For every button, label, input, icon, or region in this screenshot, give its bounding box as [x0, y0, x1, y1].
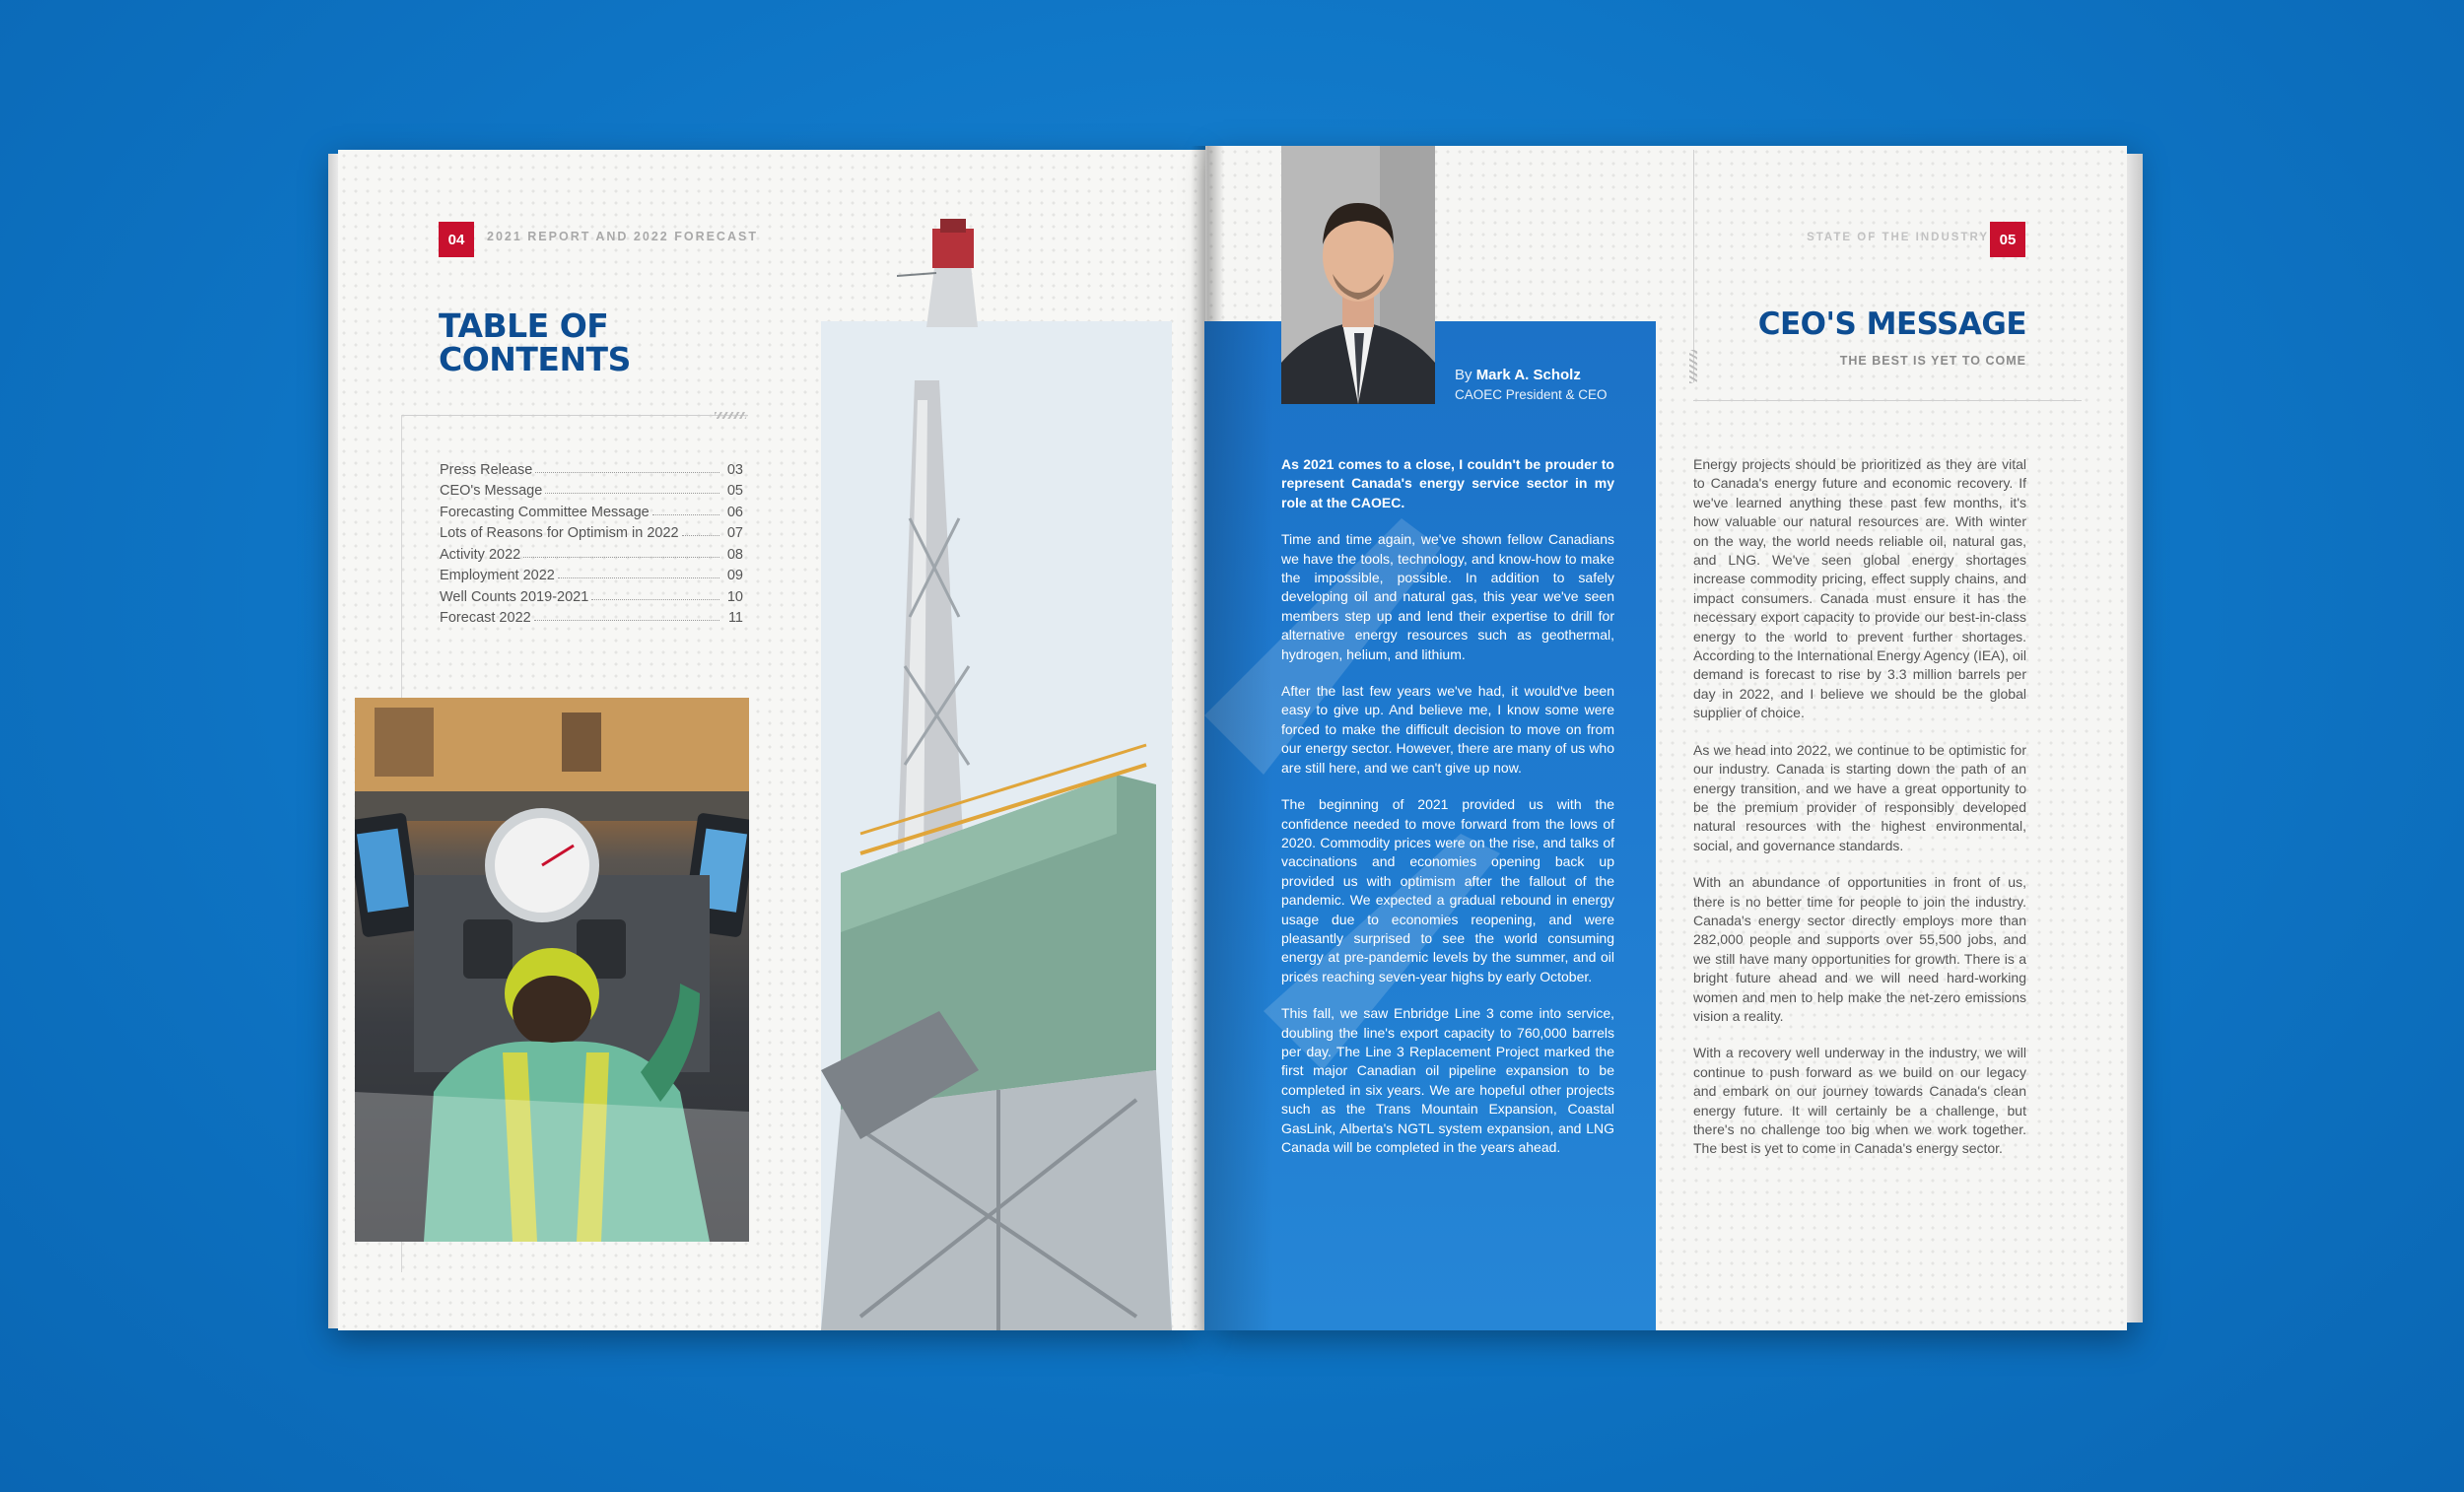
page-title: CEO'S MESSAGE [1757, 306, 2026, 342]
ceo-portrait [1281, 146, 1435, 404]
toc-item[interactable]: Well Counts 2019-2021 10 [440, 588, 743, 605]
toc-title-line1: TABLE OF [439, 306, 609, 345]
paragraph: After the last few years we've had, it would've been easy to give up. And believe me, I know some were forced to make the difficult decision to move on from our energy sector. However, there are many of us who are still here, and we can't give up now. [1281, 683, 1614, 776]
paragraph: With an abundance of opportunities in front of us, there is no better time for people to join the industry. Canada's energy sector directly employs more than 282,000 people and supports over 55,500 jobs, and we still have many opportunities for growth. There is a bright future ahead and we will need hard-working women and men to help make the net-zero emissions vision a reality. [1693, 874, 2026, 1024]
rig-top [897, 219, 1005, 327]
toc-item[interactable]: Forecasting Committee Message 06 [440, 504, 743, 520]
toc-item[interactable]: Activity 2022 08 [440, 546, 743, 563]
toc-list [440, 456, 743, 626]
author-role: CAOEC President & CEO [1455, 387, 1608, 402]
article-column-1 [1281, 455, 1614, 1175]
toc-title-line2: CONTENTS [439, 340, 631, 378]
toc-item[interactable]: Forecast 2022 11 [440, 610, 743, 626]
paragraph: The beginning of 2021 provided us with the confidence needed to move forward from the lows of 2020. Commodity prices were on the rise, and talks of vaccinations and economies opening back up provided us with optimism after the fallout of the pandemic. We expected a gradual rebound in energy usage due to economies reopening, and were pleasantly surprised to see the world consuming energy at pre-pandemic levels by the summer, and oil prices reaching seven-year highs by early October. [1281, 796, 1614, 984]
paragraph: As we head into 2022, we continue to be optimistic for our industry. Canada is starting down the path of an energy transition, and we have a great opportunity to be the premium provider of responsibly developed natural resources with the highest environmental, social, and governance standards. [1693, 741, 2026, 853]
paragraph: With a recovery well underway in the industry, we will continue to push forward as we build on our legacy and embark on our journey towards Canada's clean energy future. It will certainly be a challenge, but there's no challenge too big when we work together. The best is yet to come in Canada's energy sector. [1693, 1045, 2026, 1157]
toc-item[interactable]: Employment 2022 09 [440, 568, 743, 583]
page-number-right: 05 [1990, 222, 2025, 257]
byline [1455, 367, 1581, 383]
toc-item[interactable]: CEO's Message 05 [440, 483, 743, 499]
toc-item[interactable]: Lots of Reasons for Optimism in 2022 07 [440, 525, 743, 541]
paragraph: Energy projects should be prioritized as they are vital to Canada's energy future and economic recovery. If we've learned anything these past few months, it's how valuable our natural resources are. With winter on the way, the world needs reliable oil, natural gas, and LNG. We've seen global energy shortages increase commodity pricing, effect supply chains, and impact consumers. Canada must ensure it has the necessary export capacity to provide our best-in-class energy to the world to prevent further shortages. According to the International Energy Agency (IEA), oil demand is forecast to rise by 3.3 million barrels per day in 2022, and I believe we should be the global supplier of choice. [1693, 456, 2026, 721]
divider [1693, 400, 2082, 401]
paragraph: Time and time again, we've shown fellow Canadians we have the tools, technology, and know-how to make the impossible, possible. In addition to safely developing oil and natural gas, this year we've seen members step up and lend their expertise to drill for alternative energy resources such as geothermal, hydrogen, helium, and lithium. [1281, 531, 1614, 662]
page-edge [328, 154, 338, 1328]
hatch-accent [1689, 350, 1697, 383]
paragraph: As 2021 comes to a close, I couldn't be prouder to represent Canada's energy service sector in my role at the CAOEC. [1281, 456, 1614, 510]
running-head-left: 2021 REPORT AND 2022 FORECAST [487, 230, 758, 243]
ceo-message-title [1705, 306, 2026, 342]
page-number-left: 04 [439, 222, 474, 257]
drill-operator-photo [355, 698, 749, 1242]
page-edge [2127, 154, 2143, 1322]
toc-title [439, 306, 631, 378]
hatch-accent [715, 412, 746, 419]
paragraph: This fall, we saw Enbridge Line 3 come into service, doubling the line's export capacity to 760,000 barrels per day. The Line 3 Replacement Project marked the first major Canadian oil pipeline expansion to be completed in six years. We are hopeful other projects such as the Trans Mountain Expansion, Coastal GasLink, Alberta's NGTL system expansion, and LNG Canada will be completed in the years ahead. [1281, 1005, 1614, 1155]
running-head-right: STATE OF THE INDUSTRY [1807, 232, 1989, 243]
author-name: Mark A. Scholz [1475, 367, 1581, 383]
toc-item[interactable]: Press Release 03 [440, 461, 743, 478]
byline-prefix: By [1455, 367, 1472, 383]
divider [1693, 150, 1694, 382]
article-column-2 [1693, 455, 2026, 1177]
subtitle: THE BEST IS YET TO COME [1839, 354, 2026, 368]
divider [401, 415, 748, 416]
drilling-rig-photo [821, 321, 1172, 1330]
